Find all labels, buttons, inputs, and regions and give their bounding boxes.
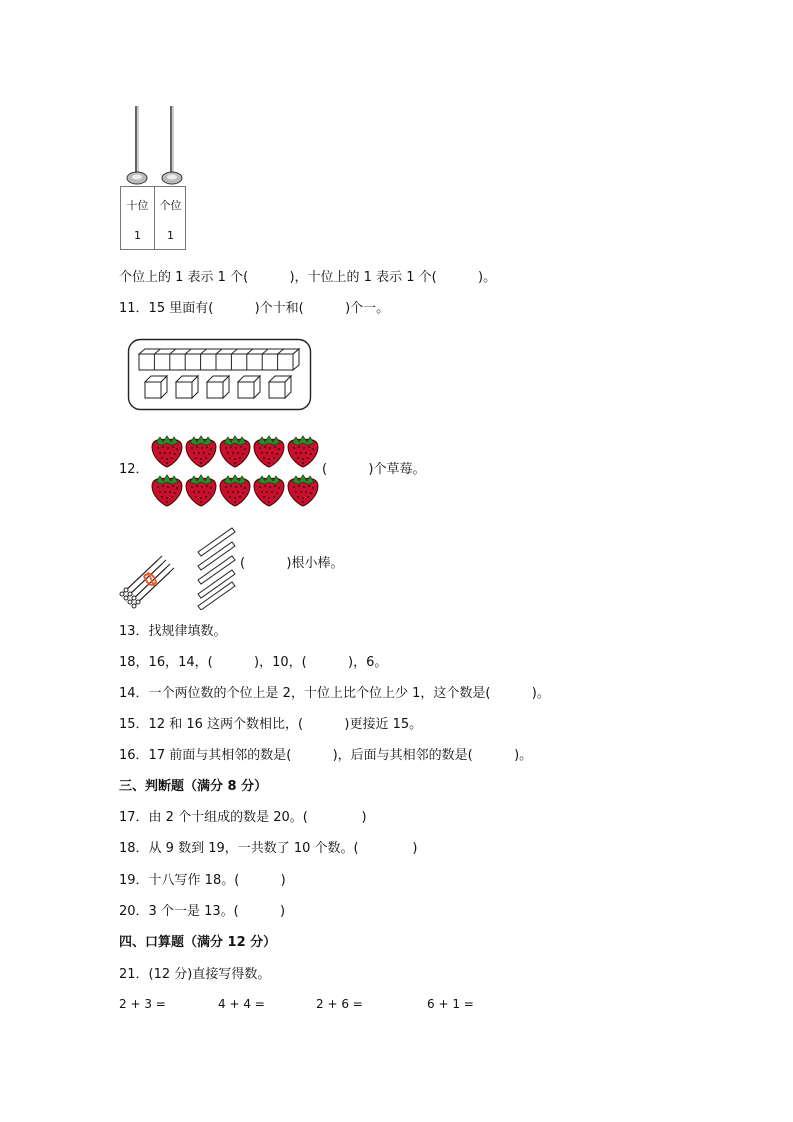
question-17: 17．由 2 个十组成的数是 20。( ) [119, 810, 367, 825]
strawberry [220, 436, 250, 467]
strawberry [220, 475, 250, 506]
unit-cube [207, 376, 229, 398]
strawberry [288, 475, 318, 506]
ones-value: 1 [167, 229, 174, 242]
section-4-heading: 四、口算题（满分 12 分） [119, 935, 277, 950]
section-3-heading: 三、判断题（满分 8 分） [119, 779, 268, 794]
strawberry [288, 436, 318, 467]
tens-value: 1 [134, 229, 141, 242]
question-19: 19．十八写作 18。( ) [119, 873, 286, 888]
unit-cube [176, 376, 198, 398]
calc-item-1: 2 + 3 = [119, 997, 166, 1011]
calc-item-3: 2 + 6 = [316, 997, 363, 1011]
tens-label: 十位 [126, 199, 149, 212]
calc-item-2: 4 + 4 = [218, 997, 265, 1011]
single-sticks [198, 528, 235, 610]
question-18: 18．从 9 数到 19，一共数了 10 个数。( ) [119, 841, 418, 856]
question-12-answer: ( )个草莓。 [322, 462, 426, 477]
strawberry [152, 475, 182, 506]
strawberry [186, 436, 216, 467]
unit-cube [269, 376, 291, 398]
question-21: 21．(12 分)直接写得数。 [119, 967, 271, 982]
place-value-table [120, 186, 186, 250]
strawberry [186, 475, 216, 506]
question-15: 15．12 和 16 这两个数相比，( )更接近 15。 [119, 717, 423, 732]
unit-cube [145, 376, 167, 398]
question-14: 14．一个两位数的个位上是 2，十位上比个位上少 1，这个数是( )。 [119, 686, 550, 701]
calc-item-4: 6 + 1 = [427, 997, 474, 1011]
stick-bundle [120, 556, 174, 608]
question-12-number: 12． [119, 462, 149, 477]
strawberry [254, 475, 284, 506]
strawberry [152, 436, 182, 467]
ones-column [154, 187, 187, 249]
ones-label: 个位 [159, 199, 182, 212]
question-11: 11．15 里面有( )个十和( )个一。 [119, 301, 390, 316]
strawberries-figure [147, 432, 323, 508]
question-13-sequence: 18，16，14，( )，10，( )，6。 [119, 655, 388, 670]
unit-cube [238, 376, 260, 398]
abacus-figure [118, 104, 188, 188]
question-20: 20．3 个一是 13。( ) [119, 904, 286, 919]
question-13: 13．找规律填数。 [119, 624, 227, 639]
ten-rod [139, 349, 299, 370]
question-16: 16．17 前面与其相邻的数是( )，后面与其相邻的数是( )。 [119, 748, 533, 763]
question-10: 个位上的 1 表示 1 个( )，十位上的 1 表示 1 个( )。 [119, 270, 497, 285]
strawberry [254, 436, 284, 467]
sticks-figure [118, 520, 246, 610]
blocks-figure [127, 338, 313, 412]
tens-column [121, 187, 155, 249]
sticks-answer: ( )根小棒。 [240, 556, 344, 571]
